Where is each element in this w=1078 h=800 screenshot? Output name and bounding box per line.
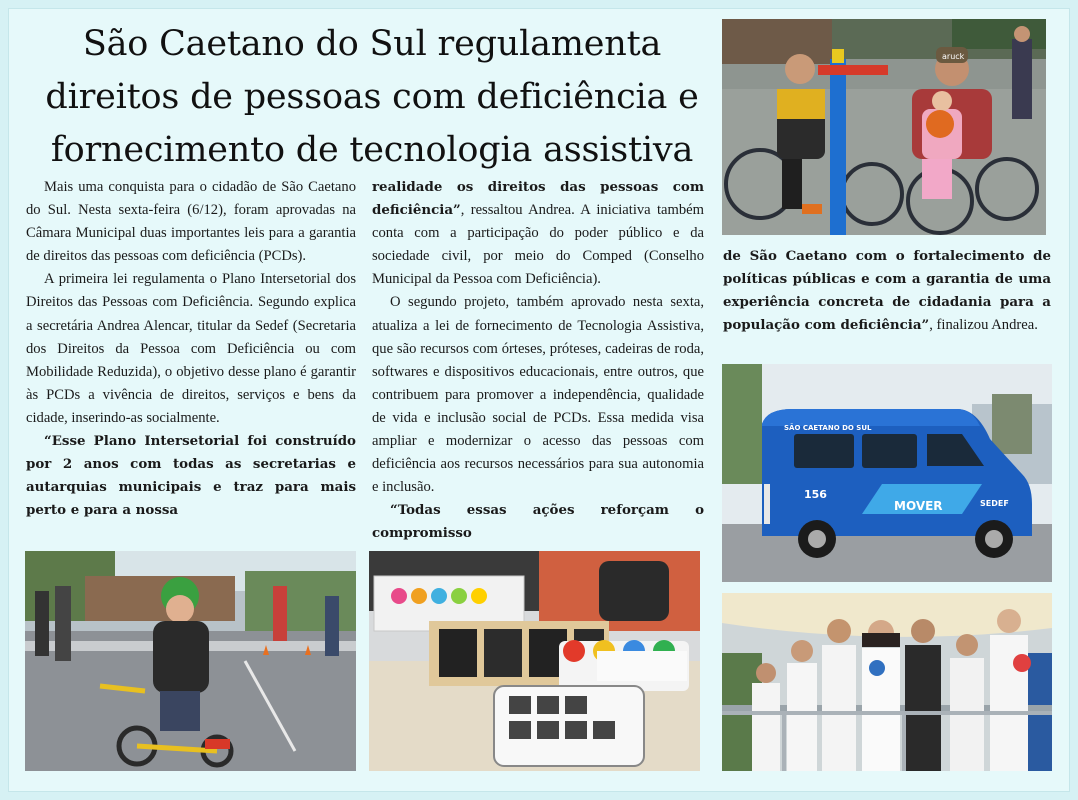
final-attribution: , finalizou Andrea. [929, 317, 1038, 334]
van-brand: MOVER [894, 499, 943, 513]
van-number: 156 [804, 488, 827, 501]
headline: São Caetano do Sul regulamenta direitos de pessoas com deficiência e fornecimento de tecnologia assistiva [45, 24, 699, 170]
paragraph-plan: A primeira lei regulamenta o Plano Intersetorial dos Direitos das Pessoas com Deficiência. Segundo explica a secretária Andrea Alencar, titular da Sedef (Secretaria dos Direitos da Pessoa com Deficiência ou com Mobilidade Reduzida), o objetivo desse plano é garantir às PCDs a vivência de direitos, serviços e bens da cidade, inserindo-as socialmente. [26, 271, 356, 426]
paragraph-intro: Mais uma conquista para o cidadão de São Caetano do Sul. Nesta sexta-feira (6/12), foram aprovadas na Câmara Municipal duas importantes leis para a garantia de direitos das pessoas com deficiência (PCDs). [26, 179, 356, 265]
photo-group-stage [722, 593, 1052, 771]
cap-text: aruck [942, 52, 965, 61]
quote-attribution: , ressaltou Andrea. A iniciativa também conta com a participação do poder público e da sociedade civil, por meio do Comped (Conselho Municipal da Pessoa com Deficiência). [372, 202, 704, 288]
paragraph-quote-end [372, 176, 704, 291]
final-quote-text: “Todas essas ações reforçam o compromisso [372, 502, 704, 542]
paragraph-technology: O segundo projeto, também aprovado nesta sexta, atualiza a lei de fornecimento de Tecnologia Assistiva, que são recursos com órteses, próteses, cadeiras de roda, softwares e dispositivos educacionais, entre outros, que contribuem para promover a independência, qualidade de vida e inclusão social de PCDs. Essa medida visa ampliar e modernizar o acesso das pessoas com deficiência aos recursos necessários para sua autonomia e inclusão. [372, 294, 704, 496]
article-column-3 [723, 245, 1051, 337]
paragraph-quote-start [26, 430, 356, 522]
photo-wheelchair-basketball [722, 19, 1046, 235]
quote-text-continued: realidade os direitos das pessoas com deficiência” [372, 179, 704, 219]
van-agency: SEDEF [980, 499, 1009, 508]
quote-text: “Esse Plano Intersetorial foi construído por 2 anos com todas as secretarias e autarquias municipais e traz para mais perto e para a nossa [26, 433, 356, 519]
van-city-text: SÃO CAETANO DO SUL [784, 424, 872, 432]
paragraph-final-quote-end [723, 245, 1051, 337]
article-column-1 [26, 176, 356, 522]
paragraph-final-quote-start [372, 499, 704, 545]
final-quote-text-continued: de São Caetano com o fortalecimento de políticas públicas e com a garantia de uma experiência concreta de cidadania para a população com deficiência” [723, 248, 1051, 334]
photo-assistive-devices [369, 551, 700, 771]
photo-child-bicycle [25, 551, 356, 771]
photo-accessible-van [722, 364, 1052, 582]
article-column-2 [372, 176, 704, 546]
